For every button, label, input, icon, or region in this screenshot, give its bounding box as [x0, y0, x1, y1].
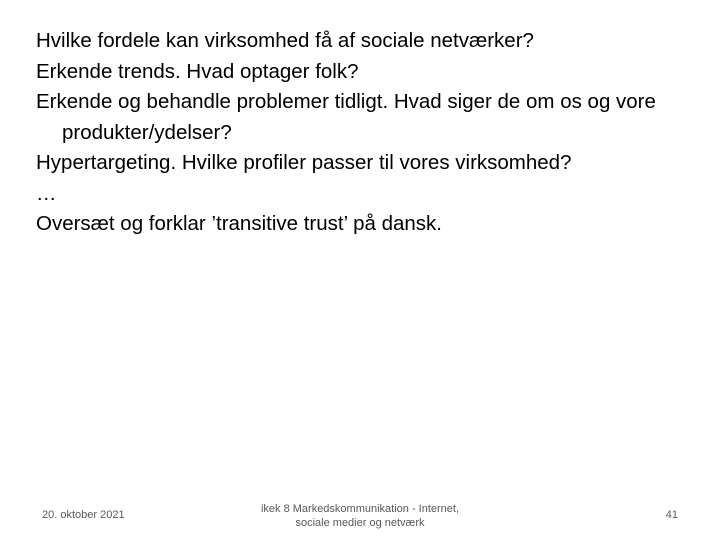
text-line: Hvilke fordele kan virksomhed få af sociale netværker? [36, 29, 534, 52]
footer-title-line: sociale medier og netværk [295, 517, 425, 529]
text-line: … [36, 181, 57, 205]
footer-date: 20. oktober 2021 [42, 509, 125, 521]
page-number: 41 [665, 509, 678, 521]
footer-title-line: ikek 8 Markedskommunikation - Internet, [260, 503, 460, 515]
text-line: Hypertargeting. Hvilke profiler passer til vores virksomhed? [36, 151, 572, 174]
text-line: Oversæt og forklar ’transitive trust’ på dansk. [36, 212, 442, 235]
text-line: Erkende trends. Hvad optager folk? [36, 59, 359, 83]
footer-title [240, 502, 480, 530]
slide-body-text [36, 26, 686, 240]
text-line: Erkende og behandle problemer tidligt. Hvad siger de om os og vore produkter/ydelser? [36, 90, 656, 144]
